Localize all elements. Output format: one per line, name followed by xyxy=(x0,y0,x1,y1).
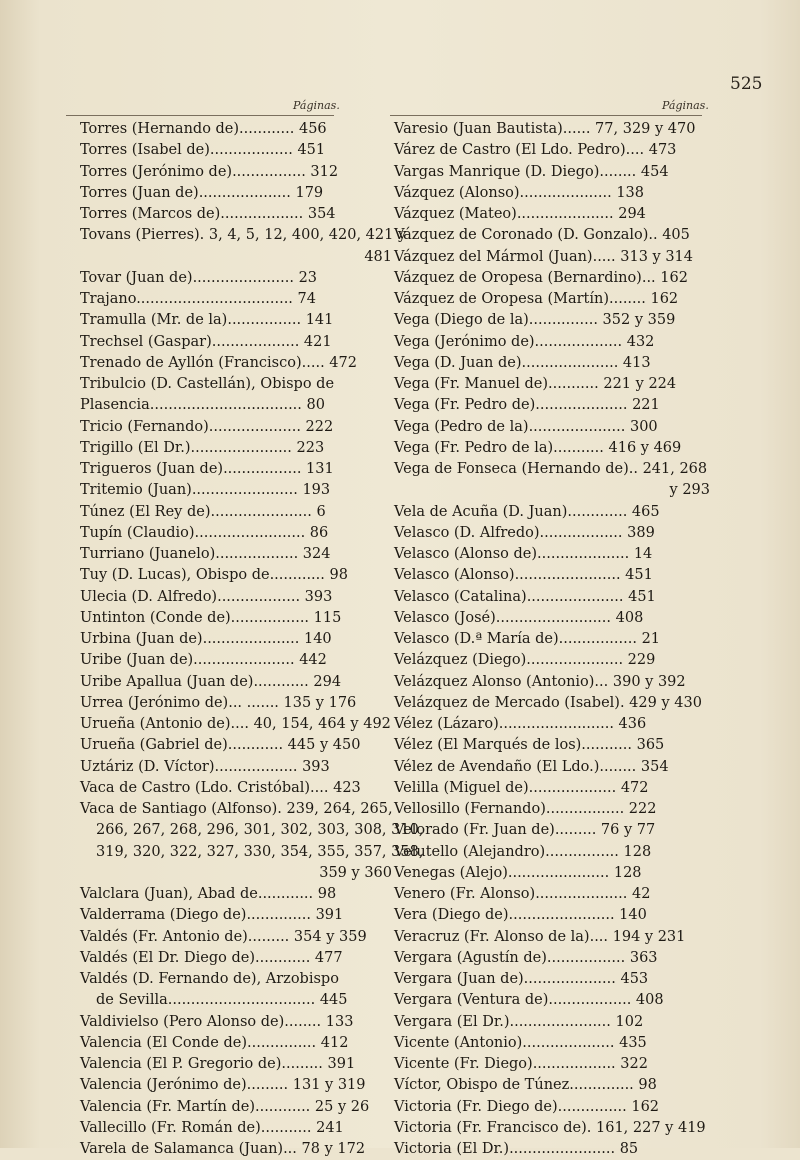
index-entry: Velorado (Fr. Juan de)......... 76 y 77 xyxy=(394,822,656,839)
index-entry: Vaca de Castro (Ldo. Cristóbal).... 423 xyxy=(80,779,361,796)
right-header-rule xyxy=(390,115,702,116)
index-entry: Vergara (El Dr.)...................... 102 xyxy=(394,1013,644,1030)
index-entry: Victoria (Fr. Diego de)............... 162 xyxy=(394,1098,660,1115)
index-entry: Plasencia................................. 80 xyxy=(80,397,325,414)
index-entry: Valdés (El Dr. Diego de)............ 477 xyxy=(80,949,343,966)
index-entry: Velasco (José)......................... 408 xyxy=(394,609,644,626)
index-entry: Tuy (D. Lucas), Obispo de............ 98 xyxy=(80,567,348,584)
index-entry: Velilla (Miguel de)................... 472 xyxy=(394,779,649,796)
index-entry: Trigueros (Juan de)................. 131 xyxy=(80,461,334,477)
index-entry: Ulecia (D. Alfredo).................. 393 xyxy=(80,588,333,605)
index-entry: Trajano.................................. 74 xyxy=(80,291,316,307)
index-entry: Torres (Marcos de).................. 354 xyxy=(80,206,336,222)
index-entry: Venero (Fr. Alonso).................... 42 xyxy=(394,886,651,902)
index-entry: Urbina (Juan de)..................... 140 xyxy=(80,631,332,647)
index-entry: Vergara (Agustín de)................. 363 xyxy=(394,949,658,966)
index-entry: Vázquez (Mateo)..................... 294 xyxy=(394,206,646,222)
index-entry: Urueña (Antonio de).... 40, 154, 464 y 492 xyxy=(80,716,391,732)
index-entry: Torres (Isabel de).................. 451 xyxy=(80,142,326,159)
index-entry: Velasco (Alonso de).................... 14 xyxy=(394,546,653,562)
index-entry: Trigillo (El Dr.)...................... 223 xyxy=(80,439,325,456)
index-entry: Torres (Hernando de)............ 456 xyxy=(80,121,327,137)
index-entry: Vellosillo (Fernando)................. 222 xyxy=(394,801,657,817)
index-entry: Vaca de Santiago (Alfonso). 239, 264, 265, xyxy=(80,801,393,817)
index-entry: 266, 267, 268, 296, 301, 302, 303, 308, 310, xyxy=(96,822,424,839)
index-entry: Victoria (Fr. Francisco de). 161, 227 y 419 xyxy=(394,1119,706,1136)
index-entry: Tupín (Claudio)........................ 86 xyxy=(80,524,329,541)
index-entry: de Sevilla................................ 445 xyxy=(96,992,348,1009)
index-entry: Vázquez (Alonso).................... 138 xyxy=(394,184,645,201)
index-entry: Tovar (Juan de)...................... 23 xyxy=(80,269,318,286)
index-entry: Vicente (Fr. Diego).................. 322 xyxy=(394,1056,648,1072)
page-number: 525 xyxy=(730,74,763,94)
index-entry: Vargas Manrique (D. Diego)........ 454 xyxy=(394,163,669,180)
index-entry: Venegas (Alejo)...................... 128 xyxy=(394,864,642,881)
index-entry: Varela de Salamanca (Juan)... 78 y 172 xyxy=(80,1141,366,1157)
index-entry: Vergara (Ventura de).................. 408 xyxy=(394,992,664,1009)
index-entry: Torres (Juan de).................... 179 xyxy=(80,184,324,201)
index-entry: Varesio (Juan Bautista)...... 77, 329 y 470 xyxy=(394,121,696,137)
left-column-header: Páginas. xyxy=(293,99,340,112)
index-entry: Victoria (El Dr.)....................... 85 xyxy=(394,1141,639,1157)
index-entry: 319, 320, 322, 327, 330, 354, 355, 357, 358, xyxy=(96,843,424,860)
index-entry: Urrea (Jerónimo de)... ....... 135 y 176 xyxy=(80,694,357,711)
index-entry: Untinton (Conde de)................. 115 xyxy=(80,609,342,626)
index-entry: Valencia (Fr. Martín de)............ 25 y 26 xyxy=(80,1098,370,1115)
index-entry: Trechsel (Gaspar)................... 421 xyxy=(80,333,332,350)
index-entry: Vega (D. Juan de)..................... 413 xyxy=(394,354,651,371)
index-entry: Víctor, Obispo de Túnez.............. 98 xyxy=(394,1077,657,1094)
index-entry: Uribe (Juan de)...................... 442 xyxy=(80,652,327,669)
index-entry: Velázquez (Diego)..................... 229 xyxy=(394,652,656,669)
index-entry: Vega (Jerónimo de)................... 432 xyxy=(394,333,655,350)
index-entry: Vélez (El Marqués de los)........... 365 xyxy=(394,737,665,754)
index-entry: Tricio (Fernando).................... 222 xyxy=(80,418,334,435)
index-entry: Túnez (El Rey de)...................... 6 xyxy=(80,503,326,520)
index-entry: Vera (Diego de)....................... 140 xyxy=(394,907,647,924)
index-entry: Velasco (D. Alfredo).................. 389 xyxy=(394,524,655,541)
index-entry: Tovans (Pierres). 3, 4, 5, 12, 400, 420, 421 y xyxy=(80,227,407,244)
index-entry: Vázquez de Coronado (D. Gonzalo).. 405 xyxy=(394,227,690,244)
index-entry: Vázquez de Oropesa (Bernardino)... 162 xyxy=(394,269,688,286)
index-entry: Vela de Acuña (D. Juan)............. 465 xyxy=(394,503,660,520)
index-entry: Vélez (Lázaro)......................... 436 xyxy=(394,716,647,732)
index-entry: Torres (Jerónimo de)................ 312 xyxy=(80,163,339,180)
right-index-column xyxy=(394,119,710,1160)
index-entry: Vergara (Juan de).................... 453 xyxy=(394,971,649,987)
index-entry: Velasco (D.ª María de)................. 21 xyxy=(394,631,661,647)
left-header-rule xyxy=(66,115,334,116)
index-entry: 481 xyxy=(364,248,392,265)
index-entry: Veracruz (Fr. Alonso de la).... 194 y 231 xyxy=(394,928,686,945)
index-entry: Vicente (Antonio).................... 435 xyxy=(394,1034,647,1051)
index-entry: Valencia (El Conde de)............... 412 xyxy=(80,1034,349,1051)
index-entry: Vega (Diego de la)............... 352 y 359 xyxy=(394,312,676,329)
index-entry: Vélez de Avendaño (El Ldo.)........ 354 xyxy=(394,758,669,775)
index-entry: Trenado de Ayllón (Francisco)..... 472 xyxy=(80,354,357,371)
index-entry: Valdés (Fr. Antonio de)......... 354 y 359 xyxy=(80,928,367,945)
index-entry: y 293 xyxy=(669,482,710,499)
index-entry: Vega (Fr. Pedro de la)........... 416 y 469 xyxy=(394,439,682,456)
index-entry: Velázquez Alonso (Antonio)... 390 y 392 xyxy=(394,673,686,690)
index-entry: Valclara (Juan), Abad de............ 98 xyxy=(80,886,337,902)
index-entry: Vega (Fr. Pedro de).................... 221 xyxy=(394,397,660,414)
index-entry: Urueña (Gabriel de)............ 445 y 450 xyxy=(80,737,361,754)
index-entry: Valdés (D. Fernando de), Arzobispo xyxy=(80,971,339,987)
index-entry: Tribulcio (D. Castellán), Obispo de xyxy=(80,376,335,392)
index-entry: Valdivielso (Pero Alonso de)........ 133 xyxy=(80,1013,354,1030)
index-entry: Valderrama (Diego de).............. 391 xyxy=(80,907,344,924)
index-entry: Tramulla (Mr. de la)................ 141 xyxy=(80,312,334,329)
index-entry: Vázquez del Mármol (Juan)..... 313 y 314 xyxy=(394,248,693,265)
right-column-header: Páginas. xyxy=(662,99,709,112)
index-entry: Vega (Fr. Manuel de)........... 221 y 224 xyxy=(394,376,677,392)
index-entry: Vázquez de Oropesa (Martín)........ 162 xyxy=(394,291,679,307)
index-entry: Velasco (Catalina)..................... 451 xyxy=(394,588,656,605)
index-entry: Várez de Castro (El Ldo. Pedro).... 473 xyxy=(394,142,677,159)
index-entry: Turriano (Juanelo).................. 324 xyxy=(80,546,331,562)
index-entry: Tritemio (Juan)....................... 193 xyxy=(80,482,331,499)
left-index-column xyxy=(80,119,424,1160)
index-entry: Velasco (Alonso)....................... 451 xyxy=(394,567,653,584)
index-entry: Vega de Fonseca (Hernando de).. 241, 268 xyxy=(394,461,708,477)
index-entry: Uribe Apallua (Juan de)............ 294 xyxy=(80,673,342,690)
index-entry: Vega (Pedro de la)..................... 300 xyxy=(394,418,658,435)
index-entry: 359 y 360 xyxy=(319,864,392,881)
index-entry: Velázquez de Mercado (Isabel). 429 y 430 xyxy=(394,694,702,711)
index-entry: Vallecillo (Fr. Román de)........... 241 xyxy=(80,1119,344,1136)
index-entry: Valencia (Jerónimo de)......... 131 y 319 xyxy=(80,1077,366,1094)
index-entry: Valencia (El P. Gregorio de)......... 391 xyxy=(80,1056,356,1072)
index-entry: Velutello (Alejandro)................ 128 xyxy=(394,843,652,860)
index-entry: Uztáriz (D. Víctor).................. 393 xyxy=(80,758,330,775)
